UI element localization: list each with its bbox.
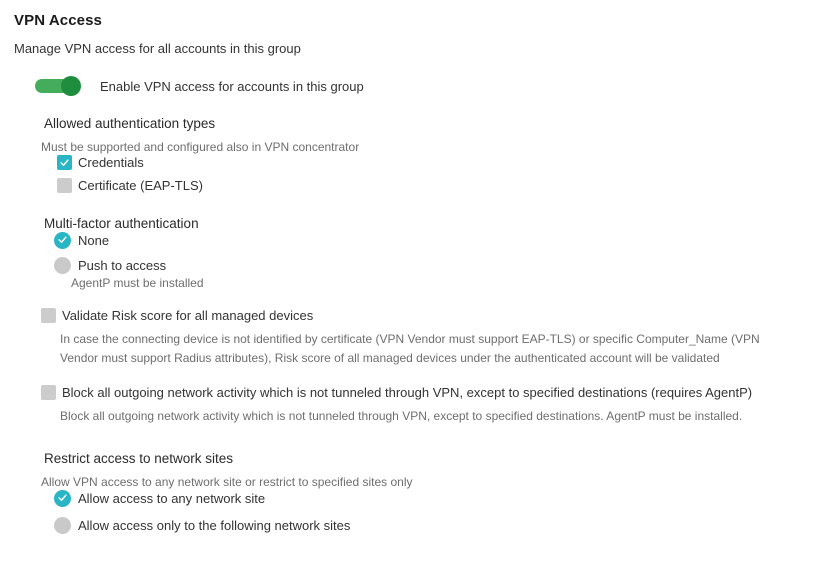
option-block-outgoing — [14, 385, 838, 426]
certificate-checkbox[interactable] — [57, 178, 72, 193]
option-risk-score — [14, 308, 838, 368]
checkmark-icon — [57, 490, 68, 508]
toggle-knob-icon — [61, 76, 81, 96]
page-subtitle: Manage VPN access for all accounts in this group — [14, 41, 301, 56]
risk-score-checkbox[interactable] — [41, 308, 56, 323]
radio-row-mfa-none[interactable] — [54, 232, 838, 249]
any-site-radio[interactable] — [54, 490, 71, 507]
mfa-none-label: None — [78, 233, 110, 248]
credentials-label: Credentials — [78, 155, 144, 170]
checkmark-icon — [57, 232, 68, 250]
checkmark-icon — [59, 157, 70, 168]
enable-vpn-toggle[interactable] — [35, 76, 81, 96]
auth-types-heading: Allowed authentication types — [44, 116, 216, 131]
mfa-heading: Multi-factor authentication — [44, 216, 199, 231]
specific-sites-radio[interactable] — [54, 517, 71, 534]
checkbox-row-risk-score[interactable] — [41, 308, 838, 323]
block-outgoing-checkbox[interactable] — [41, 385, 56, 400]
radio-row-mfa-push[interactable] — [54, 257, 838, 291]
checkbox-row-certificate[interactable] — [57, 178, 838, 193]
radio-row-specific-sites[interactable] — [54, 517, 838, 534]
checkbox-row-block-outgoing[interactable] — [41, 385, 838, 400]
section-auth-types — [41, 115, 838, 193]
block-outgoing-label: Block all outgoing network activity which is not tunneled through VPN, except to specified destinations (requires AgentP) — [62, 385, 753, 400]
section-mfa — [44, 215, 838, 291]
page-title: VPN Access — [14, 12, 102, 29]
network-sites-description: Allow VPN access to any network site or restrict to specified sites only — [41, 475, 413, 489]
section-network-sites — [41, 450, 838, 534]
any-site-label: Allow access to any network site — [78, 491, 266, 506]
checkbox-row-credentials[interactable] — [57, 155, 838, 170]
certificate-label: Certificate (EAP-TLS) — [78, 178, 203, 193]
auth-types-description: Must be supported and configured also in VPN concentrator — [41, 140, 360, 154]
block-outgoing-description: Block all outgoing network activity which is not tunneled through VPN, except to specified destinations. AgentP must be installed. — [60, 409, 743, 423]
network-sites-heading: Restrict access to network sites — [44, 451, 234, 466]
specific-sites-label: Allow access only to the following network sites — [78, 518, 351, 533]
credentials-checkbox[interactable] — [57, 155, 72, 170]
enable-vpn-toggle-label: Enable VPN access for accounts in this group — [100, 78, 364, 94]
risk-score-description: In case the connecting device is not identified by certificate (VPN Vendor must support EAP-TLS) or specific Computer_Name (VPN Vendor must support Radius attributes), Risk score of all managed devices under the authenticated account will be validated — [60, 332, 760, 365]
mfa-push-radio[interactable] — [54, 257, 71, 274]
radio-row-any-site[interactable] — [54, 490, 838, 507]
risk-score-label: Validate Risk score for all managed devices — [62, 308, 314, 323]
mfa-push-note: AgentP must be installed — [71, 276, 204, 290]
mfa-none-radio[interactable] — [54, 232, 71, 249]
enable-vpn-row — [35, 76, 838, 96]
mfa-push-label: Push to access — [78, 258, 167, 273]
